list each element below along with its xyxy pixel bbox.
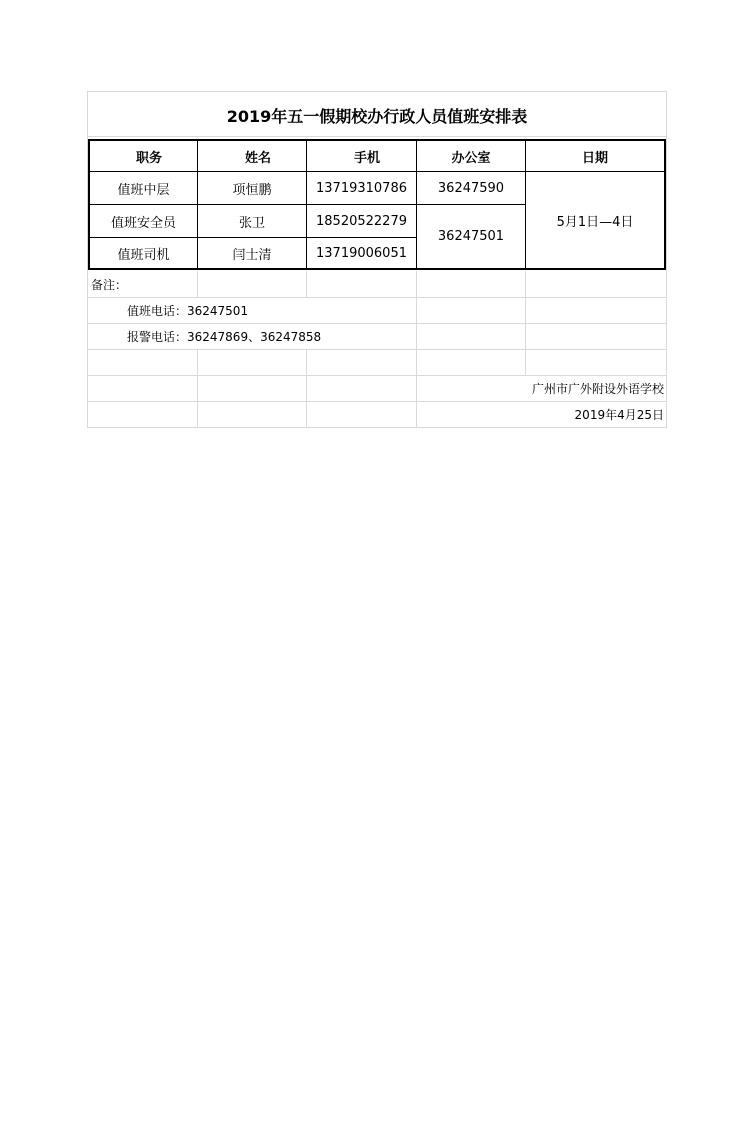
grid-h3: [87, 349, 667, 350]
duty-schedule-sheet: [87, 91, 667, 428]
grid-v1-b: [197, 349, 198, 428]
row3-name: 闫士清: [232, 247, 272, 263]
row1-phone: 13719310786: [316, 180, 407, 196]
grid-outer-bottom: [87, 427, 667, 428]
grid-v2-a: [306, 271, 307, 297]
table-border-bottom: [88, 268, 666, 270]
header-position: 职务: [136, 150, 163, 166]
office-1: 36247590: [437, 180, 505, 196]
row3-position: 值班司机: [117, 247, 170, 263]
row1-name: 项恒鹏: [232, 182, 272, 198]
alarm-phone-note: 报警电话：36247869、36247858: [127, 330, 322, 344]
header-date: 日期: [581, 150, 608, 166]
grid-outer-right: [666, 91, 667, 428]
grid-v1-a: [197, 271, 198, 297]
issue-date: 2019年4月25日: [574, 408, 664, 422]
school-name: 广州市广外附设外语学校: [531, 382, 664, 396]
row2-phone: 18520522279: [316, 213, 407, 229]
office-2: 36247501: [437, 229, 505, 244]
grid-v2-b: [306, 349, 307, 428]
row1-position: 值班中层: [117, 182, 170, 198]
notes-label: 备注：: [91, 277, 128, 292]
row3-phone: 13719006051: [316, 245, 407, 261]
row2-position: 值班安全员: [110, 215, 176, 231]
header-name: 姓名: [245, 150, 272, 166]
duty-phone-note: 值班电话：36247501: [127, 304, 249, 318]
date-range: 5月1日—4日: [556, 214, 634, 230]
table-border-right: [664, 139, 666, 270]
row2-name: 张卫: [238, 215, 265, 231]
grid-v4: [525, 271, 526, 375]
header-office: 办公室: [451, 150, 491, 166]
page-title: 2019年五一假期校办行政人员值班安排表: [226, 107, 528, 126]
header-phone: 手机: [354, 150, 381, 166]
